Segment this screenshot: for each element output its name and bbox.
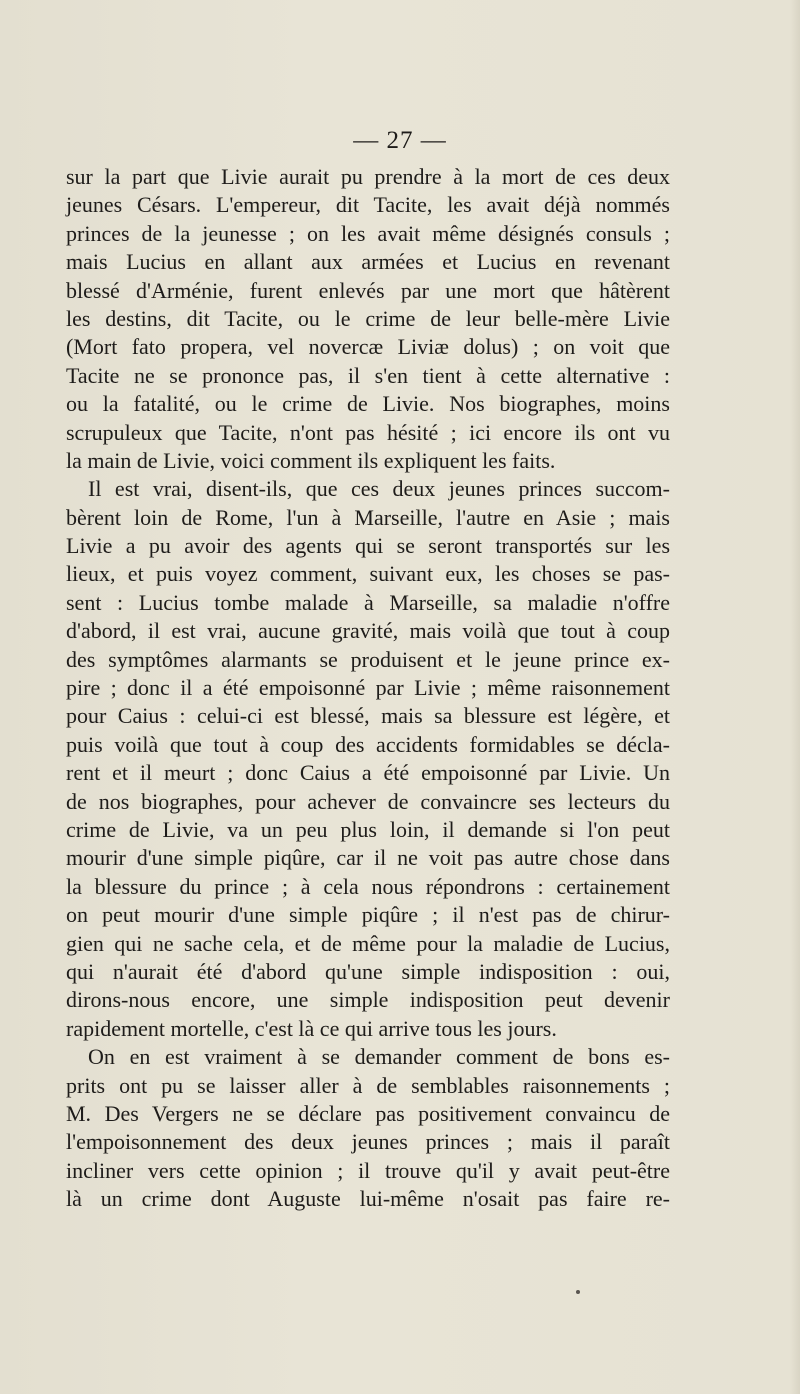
text-line: scrupuleux que Tacite, n'ont pas hésité ; ici encore ils ont vu xyxy=(66,419,670,445)
text-line: lieux, et puis voyez comment, suivant eux, les choses se pas- xyxy=(66,561,670,587)
text-line: là un crime dont Auguste lui-même n'osait pas faire re- xyxy=(66,1186,670,1212)
text-line: l'empoisonnement des deux jeunes princes ; mais il paraît xyxy=(66,1129,670,1155)
text-line: mourir d'une simple piqûre, car il ne voit pas autre chose dans xyxy=(66,845,670,871)
text-line: ou la fatalité, ou le crime de Livie. Nos biographes, moins xyxy=(66,391,670,417)
paragraph-start-line: Il est vrai, disent-ils, que ces deux jeunes princes succom- xyxy=(88,476,670,502)
text-line: puis voilà que tout à coup des accidents formidables se décla- xyxy=(66,731,670,757)
text-line: jeunes Césars. L'empereur, dit Tacite, les avait déjà nommés xyxy=(66,192,670,218)
text-line: princes de la jeunesse ; on les avait même désignés consuls ; xyxy=(66,220,670,246)
text-line: on peut mourir d'une simple piqûre ; il n'est pas de chirur- xyxy=(66,902,670,928)
text-line: gien qui ne sache cela, et de même pour la maladie de Lucius, xyxy=(66,930,670,956)
text-line: les destins, dit Tacite, ou le crime de leur belle-mère Livie xyxy=(66,305,670,331)
text-line: bèrent loin de Rome, l'un à Marseille, l'autre en Asie ; mais xyxy=(66,504,670,530)
text-line: Tacite ne se prononce pas, il s'en tient à cette alternative : xyxy=(66,362,670,388)
text-line: la blessure du prince ; à cela nous répondrons : certainement xyxy=(66,873,670,899)
text-line: rent et il meurt ; donc Caius a été empoisonné par Livie. Un xyxy=(66,760,670,786)
text-line: M. Des Vergers ne se déclare pas positivement convaincu de xyxy=(66,1100,670,1126)
paragraph-start-line: On en est vraiment à se demander comment de bons es- xyxy=(88,1044,670,1070)
page-edge-shadow xyxy=(790,0,800,1394)
text-line: rapidement mortelle, c'est là ce qui arrive tous les jours. xyxy=(66,1015,557,1041)
page-number: — 27 — xyxy=(353,127,447,154)
text-line: (Mort fato propera, vel novercæ Liviæ dolus) ; on voit que xyxy=(66,334,670,360)
text-line: dirons-nous encore, une simple indisposition peut devenir xyxy=(66,987,670,1013)
paper-speck xyxy=(576,1290,580,1294)
text-line: prits ont pu se laisser aller à de semblables raisonnements ; xyxy=(66,1072,670,1098)
text-line: Livie a pu avoir des agents qui se seront transportés sur les xyxy=(66,533,670,559)
text-line: sent : Lucius tombe malade à Marseille, sa maladie n'offre xyxy=(66,589,670,615)
text-line: pire ; donc il a été empoisonné par Livie ; même raisonnement xyxy=(66,675,670,701)
text-line: crime de Livie, va un peu plus loin, il demande si l'on peut xyxy=(66,816,670,842)
text-line: de nos biographes, pour achever de convaincre ses lecteurs du xyxy=(66,788,670,814)
text-line: mais Lucius en allant aux armées et Lucius en revenant xyxy=(66,249,670,275)
text-line: incliner vers cette opinion ; il trouve qu'il y avait peut-être xyxy=(66,1157,670,1183)
text-line: qui n'aurait été d'abord qu'une simple indisposition : oui, xyxy=(66,958,670,984)
text-line: pour Caius : celui-ci est blessé, mais sa blessure est légère, et xyxy=(66,703,670,729)
text-line: d'abord, il est vrai, aucune gravité, mais voilà que tout à coup xyxy=(66,618,670,644)
text-line: blessé d'Arménie, furent enlevés par une mort que hâtèrent xyxy=(66,277,670,303)
body-text xyxy=(66,163,670,1213)
text-line: sur la part que Livie aurait pu prendre à la mort de ces deux xyxy=(66,164,670,189)
text-line: la main de Livie, voici comment ils expliquent les faits. xyxy=(66,447,556,473)
text-line: des symptômes alarmants se produisent et le jeune prince ex- xyxy=(66,646,670,672)
